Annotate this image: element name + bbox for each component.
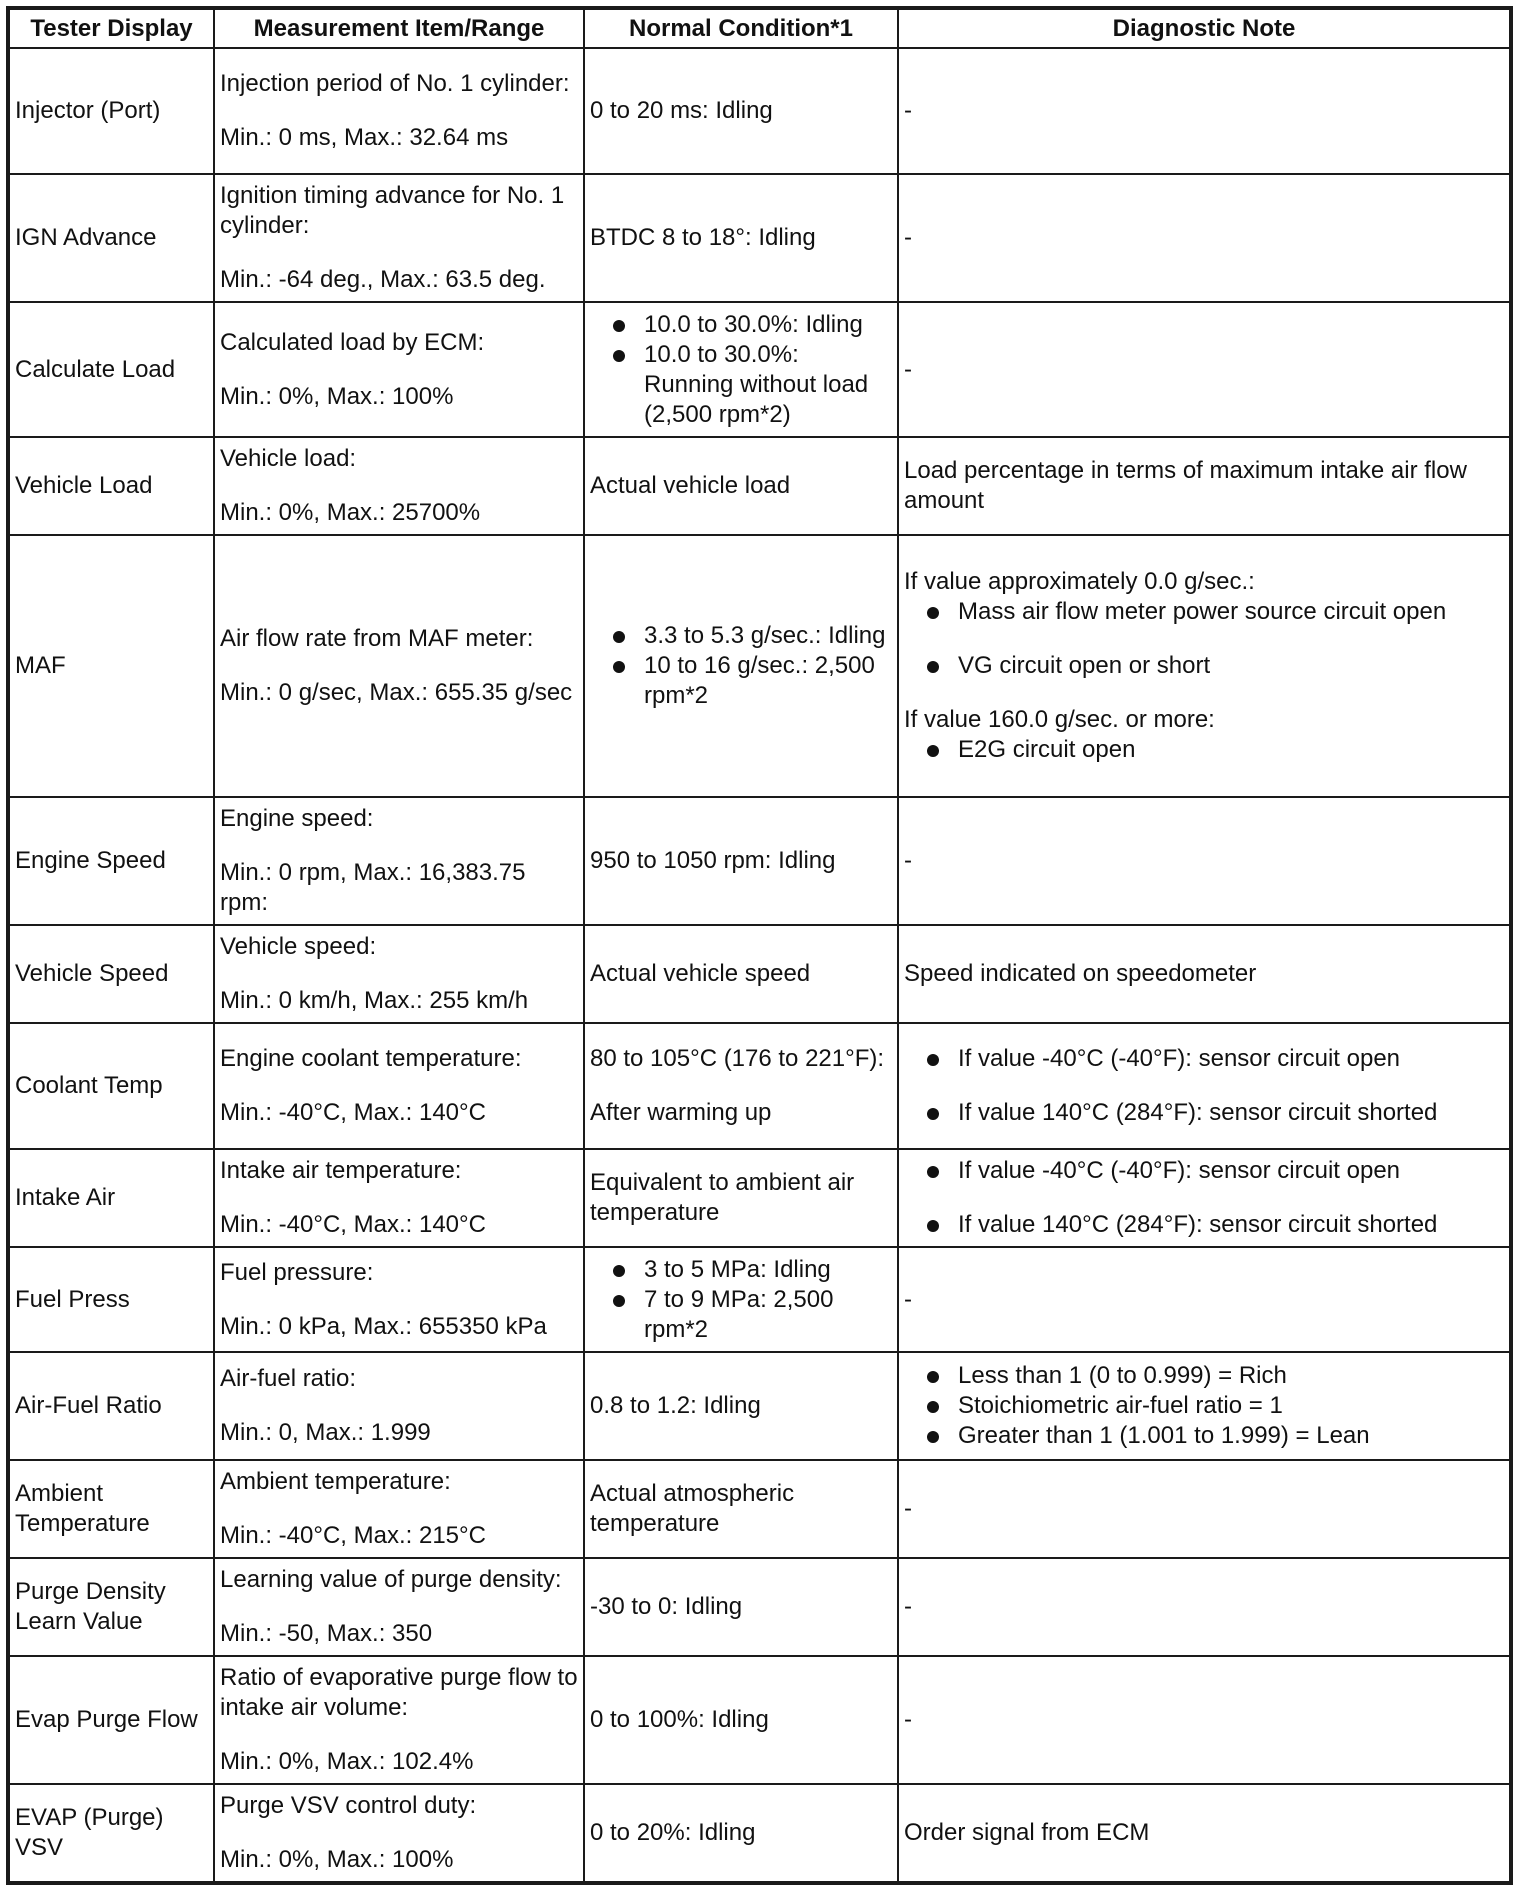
list-item: VG circuit open or short (904, 651, 1504, 681)
tester-display-cell: Intake Air (8, 1149, 214, 1247)
normal-condition-note: After warming up (590, 1099, 772, 1126)
measurement-cell (214, 535, 584, 797)
tester-display-cell: Purge Density Learn Value (8, 1558, 214, 1656)
normal-condition-cell: 0 to 20 ms: Idling (584, 48, 898, 174)
normal-condition-cell: 0 to 100%: Idling (584, 1656, 898, 1784)
diagnostic-note-cell (898, 1023, 1511, 1149)
table-row (8, 174, 1511, 302)
normal-condition-cell: Actual vehicle load (584, 437, 898, 535)
measurement-item: Engine coolant temperature: (220, 1045, 522, 1072)
header-tester-display: Tester Display (8, 8, 214, 48)
diagnostic-note-cell (898, 1149, 1511, 1247)
tester-display-cell: Engine Speed (8, 797, 214, 925)
list-item: 10 to 16 g/sec.: 2,500 rpm*2 (590, 651, 892, 711)
measurement-cell (214, 174, 584, 302)
list-item: Greater than 1 (1.001 to 1.999) = Lean (904, 1421, 1504, 1451)
tester-display-cell: Vehicle Load (8, 437, 214, 535)
normal-condition-cell: Actual vehicle speed (584, 925, 898, 1023)
measurement-cell (214, 797, 584, 925)
measurement-range: Min.: 0 kPa, Max.: 655350 kPa (220, 1312, 547, 1340)
table-row (8, 1247, 1511, 1352)
list-item: 7 to 9 MPa: 2,500 rpm*2 (590, 1285, 892, 1345)
tester-display-cell: Injector (Port) (8, 48, 214, 174)
measurement-item: Vehicle speed: (220, 933, 377, 960)
tester-display-cell: Coolant Temp (8, 1023, 214, 1149)
diagnostic-note-cell (898, 1352, 1511, 1460)
table-row (8, 1023, 1511, 1149)
measurement-range: Min.: 0%, Max.: 100% (220, 382, 454, 410)
list-item: If value -40°C (-40°F): sensor circuit open (904, 1044, 1504, 1074)
diagnostic-note-cell (898, 535, 1511, 797)
diagnostic-note-cell: - (898, 797, 1511, 925)
table-row (8, 925, 1511, 1023)
normal-condition-cell: BTDC 8 to 18°: Idling (584, 174, 898, 302)
list-item: 10.0 to 30.0%: Running without load (2,500 rpm*2) (590, 340, 892, 430)
tester-display-cell: Calculate Load (8, 302, 214, 437)
diagnostic-note-list (904, 1044, 1504, 1128)
diagnostic-note-cell: Speed indicated on speedometer (898, 925, 1511, 1023)
normal-condition-cell: 0 to 20%: Idling (584, 1784, 898, 1883)
list-item: If value 140°C (284°F): sensor circuit shorted (904, 1210, 1504, 1240)
list-item: If value -40°C (-40°F): sensor circuit open (904, 1156, 1504, 1186)
diagnostic-note-list (904, 1156, 1504, 1240)
measurement-cell (214, 1558, 584, 1656)
normal-condition-cell (584, 535, 898, 797)
table-row (8, 1656, 1511, 1784)
measurement-item: Intake air temperature: (220, 1157, 462, 1184)
normal-condition-cell (584, 1023, 898, 1149)
normal-condition-list (590, 310, 892, 430)
diagnostic-note-text: If value 160.0 g/sec. or more: (904, 706, 1215, 733)
measurement-range: Min.: 0%, Max.: 25700% (220, 499, 481, 526)
header-measurement-item: Measurement Item/Range (214, 8, 584, 48)
measurement-range: Min.: 0 ms, Max.: 32.64 ms (220, 124, 509, 151)
table-row (8, 1784, 1511, 1883)
table-row (8, 1149, 1511, 1247)
diagnostic-note-cell: Load percentage in terms of maximum intake air flow amount (898, 437, 1511, 535)
table-row (8, 1558, 1511, 1656)
measurement-item: Purge VSV control duty: (220, 1792, 477, 1819)
measurement-range: Min.: 0, Max.: 1.999 (220, 1419, 431, 1446)
list-item: Stoichiometric air-fuel ratio = 1 (904, 1391, 1504, 1421)
normal-condition-cell: Actual atmospheric temperature (584, 1460, 898, 1558)
measurement-item: Learning value of purge density: (220, 1566, 562, 1593)
measurement-item: Ratio of evaporative purge flow to intake air volume: (220, 1664, 578, 1721)
diagnostic-note-list (904, 597, 1504, 681)
diagnostic-note-cell: - (898, 1460, 1511, 1558)
measurement-cell (214, 1460, 584, 1558)
table-row (8, 535, 1511, 797)
diagnostic-note-cell: - (898, 48, 1511, 174)
diagnostic-note-text: If value approximately 0.0 g/sec.: (904, 568, 1255, 595)
measurement-range: Min.: -40°C, Max.: 140°C (220, 1099, 486, 1126)
data-list-table (6, 6, 1513, 1885)
normal-condition-cell: 0.8 to 1.2: Idling (584, 1352, 898, 1460)
normal-condition-list (590, 621, 892, 711)
diagnostic-note-list (904, 735, 1504, 765)
tester-display-cell: Air-Fuel Ratio (8, 1352, 214, 1460)
table-row (8, 1460, 1511, 1558)
measurement-cell (214, 1784, 584, 1883)
measurement-item: Fuel pressure: (220, 1258, 374, 1286)
diagnostic-note-cell: - (898, 1558, 1511, 1656)
measurement-range: Min.: 0 rpm, Max.: 16,383.75 rpm: (220, 859, 526, 916)
diagnostic-note-cell: - (898, 174, 1511, 302)
table-row (8, 437, 1511, 535)
list-item: If value 140°C (284°F): sensor circuit shorted (904, 1098, 1504, 1128)
normal-condition-cell: Equivalent to ambient air temperature (584, 1149, 898, 1247)
tester-display-cell: MAF (8, 535, 214, 797)
tester-display-cell: IGN Advance (8, 174, 214, 302)
header-row (8, 8, 1511, 48)
tester-display-cell: Evap Purge Flow (8, 1656, 214, 1784)
measurement-range: Min.: 0%, Max.: 102.4% (220, 1748, 474, 1775)
diagnostic-note-cell: - (898, 1247, 1511, 1352)
measurement-range: Min.: -40°C, Max.: 215°C (220, 1522, 486, 1549)
measurement-cell (214, 1656, 584, 1784)
tester-display-cell: Fuel Press (8, 1247, 214, 1352)
measurement-cell (214, 1247, 584, 1352)
diagnostic-note-cell: - (898, 302, 1511, 437)
header-diagnostic-note: Diagnostic Note (898, 8, 1511, 48)
list-item: E2G circuit open (904, 735, 1504, 765)
tester-display-cell: Vehicle Speed (8, 925, 214, 1023)
table-row (8, 797, 1511, 925)
list-item: 3.3 to 5.3 g/sec.: Idling (590, 621, 892, 651)
normal-condition-list (590, 1255, 892, 1345)
normal-condition-cell (584, 1247, 898, 1352)
measurement-item: Injection period of No. 1 cylinder: (220, 70, 570, 97)
diagnostic-note-cell: Order signal from ECM (898, 1784, 1511, 1883)
measurement-item: Air flow rate from MAF meter: (220, 625, 534, 652)
table-row (8, 302, 1511, 437)
list-item: Mass air flow meter power source circuit open (904, 597, 1504, 627)
measurement-cell (214, 1023, 584, 1149)
measurement-cell (214, 48, 584, 174)
diagnostic-note-list (904, 1361, 1504, 1451)
table-row (8, 1352, 1511, 1460)
list-item: 3 to 5 MPa: Idling (590, 1255, 892, 1285)
measurement-cell (214, 437, 584, 535)
normal-condition-cell (584, 302, 898, 437)
normal-condition-text: 80 to 105°C (176 to 221°F): (590, 1045, 885, 1072)
measurement-cell (214, 1352, 584, 1460)
measurement-item: Ambient temperature: (220, 1468, 451, 1495)
list-item: Less than 1 (0 to 0.999) = Rich (904, 1361, 1504, 1391)
tester-display-cell: EVAP (Purge) VSV (8, 1784, 214, 1883)
list-item: 10.0 to 30.0%: Idling (590, 310, 892, 340)
measurement-range: Min.: 0 km/h, Max.: 255 km/h (220, 987, 529, 1014)
tester-display-cell: Ambient Temperature (8, 1460, 214, 1558)
measurement-item: Vehicle load: (220, 445, 357, 472)
normal-condition-cell: -30 to 0: Idling (584, 1558, 898, 1656)
measurement-range: Min.: 0%, Max.: 100% (220, 1846, 454, 1873)
diagnostic-note-cell: - (898, 1656, 1511, 1784)
measurement-cell (214, 925, 584, 1023)
measurement-cell (214, 302, 584, 437)
measurement-range: Min.: -50, Max.: 350 (220, 1620, 433, 1647)
measurement-item: Engine speed: (220, 805, 374, 832)
header-normal-condition: Normal Condition*1 (584, 8, 898, 48)
normal-condition-cell: 950 to 1050 rpm: Idling (584, 797, 898, 925)
measurement-range: Min.: 0 g/sec, Max.: 655.35 g/sec (220, 679, 573, 706)
measurement-item: Air-fuel ratio: (220, 1365, 357, 1392)
measurement-cell (214, 1149, 584, 1247)
measurement-range: Min.: -64 deg., Max.: 63.5 deg. (220, 266, 546, 293)
measurement-range: Min.: -40°C, Max.: 140°C (220, 1211, 486, 1238)
measurement-item: Ignition timing advance for No. 1 cylinder: (220, 182, 565, 239)
measurement-item: Calculated load by ECM: (220, 328, 485, 356)
table-row (8, 48, 1511, 174)
